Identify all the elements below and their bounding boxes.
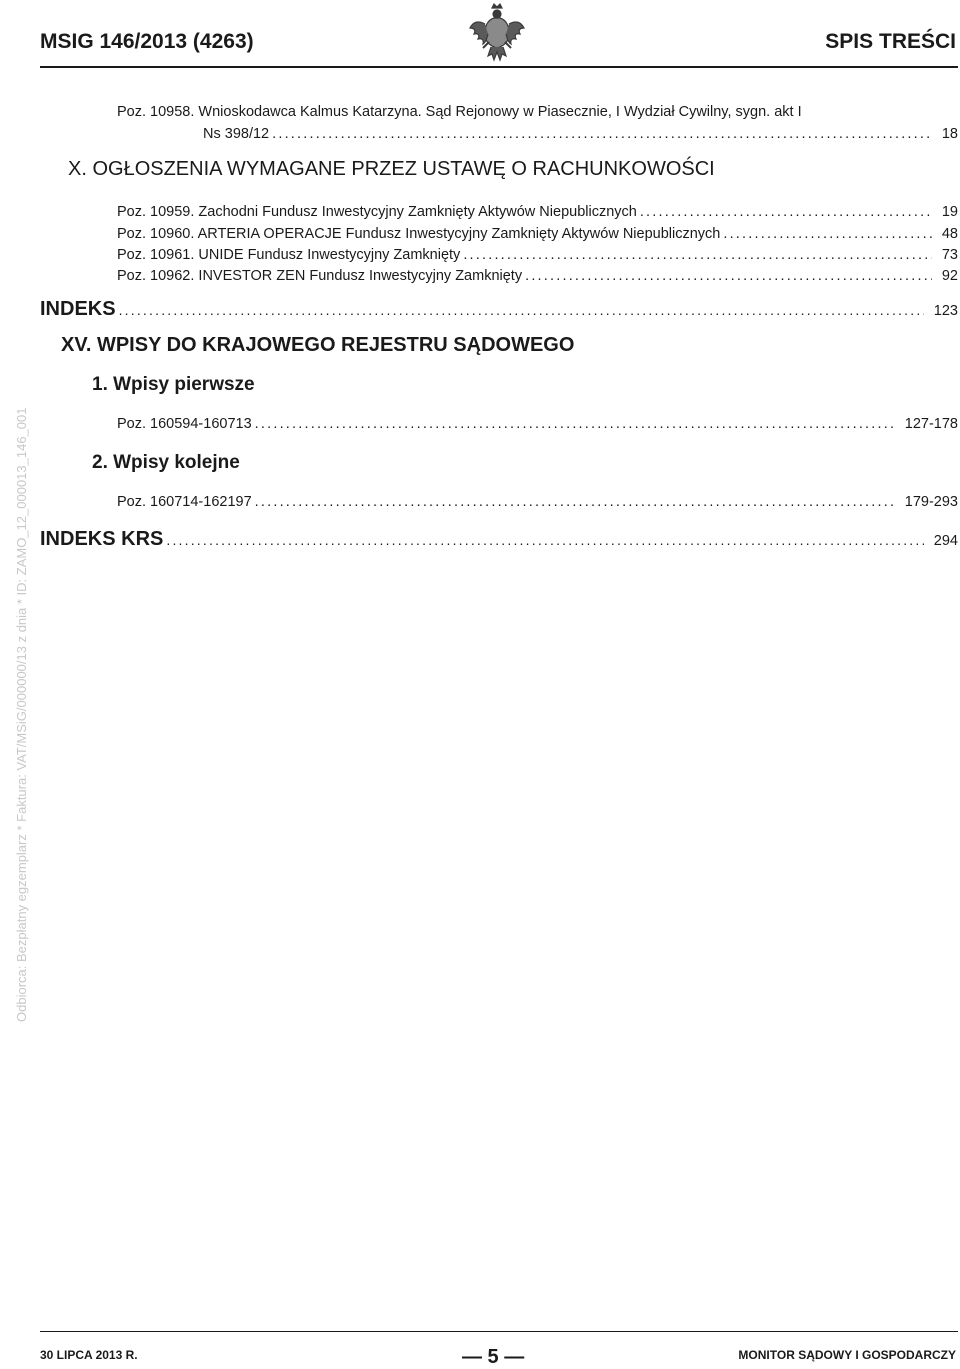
subsection-wpisy-pierwsze: 1. Wpisy pierwsze [92,374,255,395]
toc-entry-10959[interactable] [117,204,958,220]
toc-entry-10961[interactable] [117,247,958,263]
leader-dots [255,494,895,510]
toc-entry-text: Poz. 10962. INVESTOR ZEN Fundusz Inwestycyjny Zamknięty [117,268,523,284]
leader-dots [640,204,932,220]
journal-issue: MSIG 146/2013 (4263) [40,30,254,53]
toc-entry-text: Ns 398/12 [203,126,270,142]
leader-dots [119,302,924,318]
page-header [0,0,960,70]
footer-rule [40,1331,958,1332]
toc-indeks[interactable] [40,298,958,321]
leader-dots [723,226,932,242]
toc-entry-10962[interactable] [117,268,958,284]
polish-eagle-emblem [468,2,526,62]
toc-entry-text: Poz. 160714-162197 [117,494,252,510]
toc-entry-text: INDEKS [40,298,116,320]
toc-indeks-krs[interactable] [40,528,958,551]
section-title: SPIS TREŚCI [825,30,956,53]
leader-dots [166,532,923,548]
subsection-wpisy-kolejne: 2. Wpisy kolejne [92,452,240,473]
section-xv-heading: XV. WPISY DO KRAJOWEGO REJESTRU SĄDOWEGO [61,334,575,356]
toc-entry-160714[interactable] [117,494,958,510]
leader-dots [525,268,932,284]
section-x-heading: X. OGŁOSZENIA WYMAGANE PRZEZ USTAWĘ O RACHUNKOWOŚCI [68,158,715,180]
footer-date: 30 LIPCA 2013 R. [40,1348,138,1362]
toc-entry-text: Poz. 160594-160713 [117,416,252,432]
toc-page-number: 73 [941,247,958,263]
toc-page-number: 294 [933,533,958,549]
leader-dots [463,247,932,263]
toc-page-number: 19 [941,204,958,220]
toc-entry-text: INDEKS KRS [40,528,164,550]
toc-entry-text: Poz. 10960. ARTERIA OPERACJE Fundusz Inwestycyjny Zamknięty Aktywów Niepublicznych [117,226,721,242]
header-rule [40,66,958,68]
toc-entry-10958[interactable] [203,126,958,142]
toc-page-number: 92 [941,268,958,284]
toc-page-number: 18 [941,126,958,142]
toc-page-number: 123 [933,303,958,319]
footer-page-number: — 5 — [462,1346,525,1368]
recipient-watermark: Odbiorca: Bezpłatny egzemplarz * Faktura: VAT/MSiG/000000/13 z dnia * ID: ZAMO_12_000013_146_001 [14,407,29,1022]
toc-page-number: 127-178 [904,416,958,432]
toc-entry-text: Poz. 10961. UNIDE Fundusz Inwestycyjny Zamknięty [117,247,461,263]
toc-entry-10958-line1: Poz. 10958. Wnioskodawca Kalmus Katarzyna. Sąd Rejonowy w Piasecznie, I Wydział Cywilny, sygn. akt I [117,104,802,120]
footer-publication: MONITOR SĄDOWY I GOSPODARCZY [738,1348,956,1362]
toc-entry-160594[interactable] [117,416,958,432]
toc-entry-text: Poz. 10959. Zachodni Fundusz Inwestycyjny Zamknięty Aktywów Niepublicznych [117,204,637,220]
toc-page-number: 179-293 [904,494,958,510]
toc-page-number: 48 [941,226,958,242]
toc-entry-10960[interactable] [117,226,958,242]
leader-dots [255,416,895,432]
leader-dots [272,126,932,142]
